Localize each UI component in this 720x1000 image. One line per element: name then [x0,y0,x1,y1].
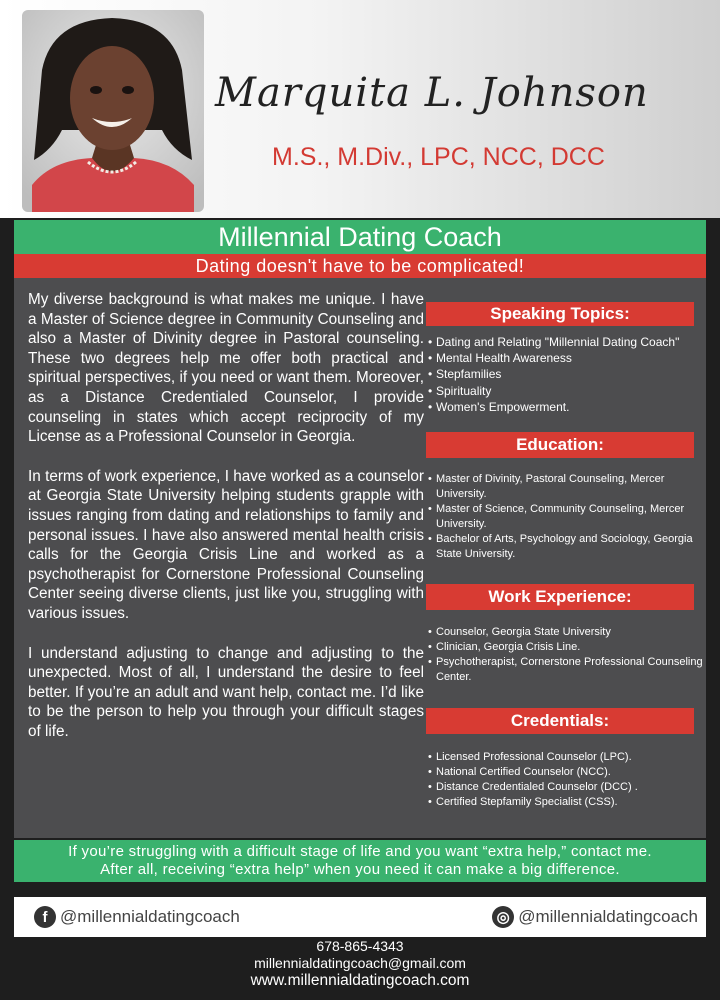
portrait-illustration [22,10,204,212]
email-address[interactable]: millennialdatingcoach@gmail.com [254,955,466,971]
list-item: • Licensed Professional Counselor (LPC). [428,750,704,765]
speaking-topics-list [428,334,704,415]
title-banner: Millennial Dating Coach [14,220,706,254]
list-item: • Psychotherapist, Cornerstone Professional Counseling Center. [428,655,704,685]
education-list [428,472,704,562]
work-experience-heading: Work Experience: [426,584,694,610]
list-item: • Master of Science, Community Counseling, Mercer University. [428,502,704,532]
facebook-handle: @millennialdatingcoach [60,907,240,926]
list-item: • Clinician, Georgia Crisis Line. [428,640,704,655]
social-bar [14,897,706,937]
phone-number[interactable]: 678-865-4343 [316,938,404,954]
call-to-action-banner [14,840,706,882]
speaking-topics-heading: Speaking Topics: [426,302,694,326]
instagram-icon: ◎ [492,906,514,928]
cta-line: After all, receiving “extra help” when you need it can make a big difference. [100,861,620,878]
bio-text [28,290,424,761]
list-item: • Dating and Relating "Millennial Dating Coach" [428,334,704,350]
list-item: • Stepfamilies [428,366,704,382]
bio-paragraph: I understand adjusting to change and adjusting to the unexpected. Most of all, I understand the desire to feel better. If you’re an adult and want help, contact me. I’d like to be the person to help you through your difficult stages of life. [28,644,424,740]
profile-photo [22,10,204,212]
contact-info [0,938,720,989]
credentials-heading: Credentials: [426,708,694,734]
tagline-banner: Dating doesn't have to be complicated! [14,254,706,278]
list-item: • National Certified Counselor (NCC). [428,765,704,780]
list-item: • Counselor, Georgia State University [428,625,704,640]
instagram-handle: @millennialdatingcoach [518,907,698,926]
list-item: • Certified Stepfamily Specialist (CSS). [428,795,704,810]
list-item: • Master of Divinity, Pastoral Counseling, Mercer University. [428,472,704,502]
list-item: • Spirituality [428,383,704,399]
cta-line: If you’re struggling with a difficult stage of life and you want “extra help,” contact me. [68,843,652,860]
facebook-link[interactable] [34,906,240,928]
list-item: • Mental Health Awareness [428,350,704,366]
list-item: • Women's Empowerment. [428,399,704,415]
facebook-icon: f [34,906,56,928]
credentials-list [428,750,704,810]
header [0,0,720,218]
list-item: • Distance Credentialed Counselor (DCC) . [428,780,704,795]
coach-name: Marquita L. Johnson [215,70,649,116]
education-heading: Education: [426,432,694,458]
bio-paragraph: In terms of work experience, I have worked as a counselor at Georgia State University helping students grapple with issues ranging from dating and relationships to family and personal issues. I have also answered mental health crisis calls for the Georgia Crisis Line and worked as a psychotherapist for Cornerstone Professional Counseling Center seeing diverse clients, just like you, struggling with various issues. [28,467,424,622]
bio-paragraph: My diverse background is what makes me unique. I have a Master of Science degree in Community Counseling and also a Master of Divinity degree in Pastoral counseling. These two degrees help me offer both practical and spiritual perspectives, if you need or want them. Moreover, as a Distance Credentialed Counselor, I provide counseling in states which accept reciprocity of my License as a Professional Counselor in Georgia. [28,291,424,446]
list-item: • Bachelor of Arts, Psychology and Sociology, Georgia State University. [428,532,704,562]
coach-credentials: M.S., M.Div., LPC, NCC, DCC [272,143,605,171]
instagram-link[interactable] [492,906,698,928]
website-link[interactable]: www.millennialdatingcoach.com [250,972,470,989]
work-experience-list [428,625,704,685]
main-panel [14,278,706,838]
